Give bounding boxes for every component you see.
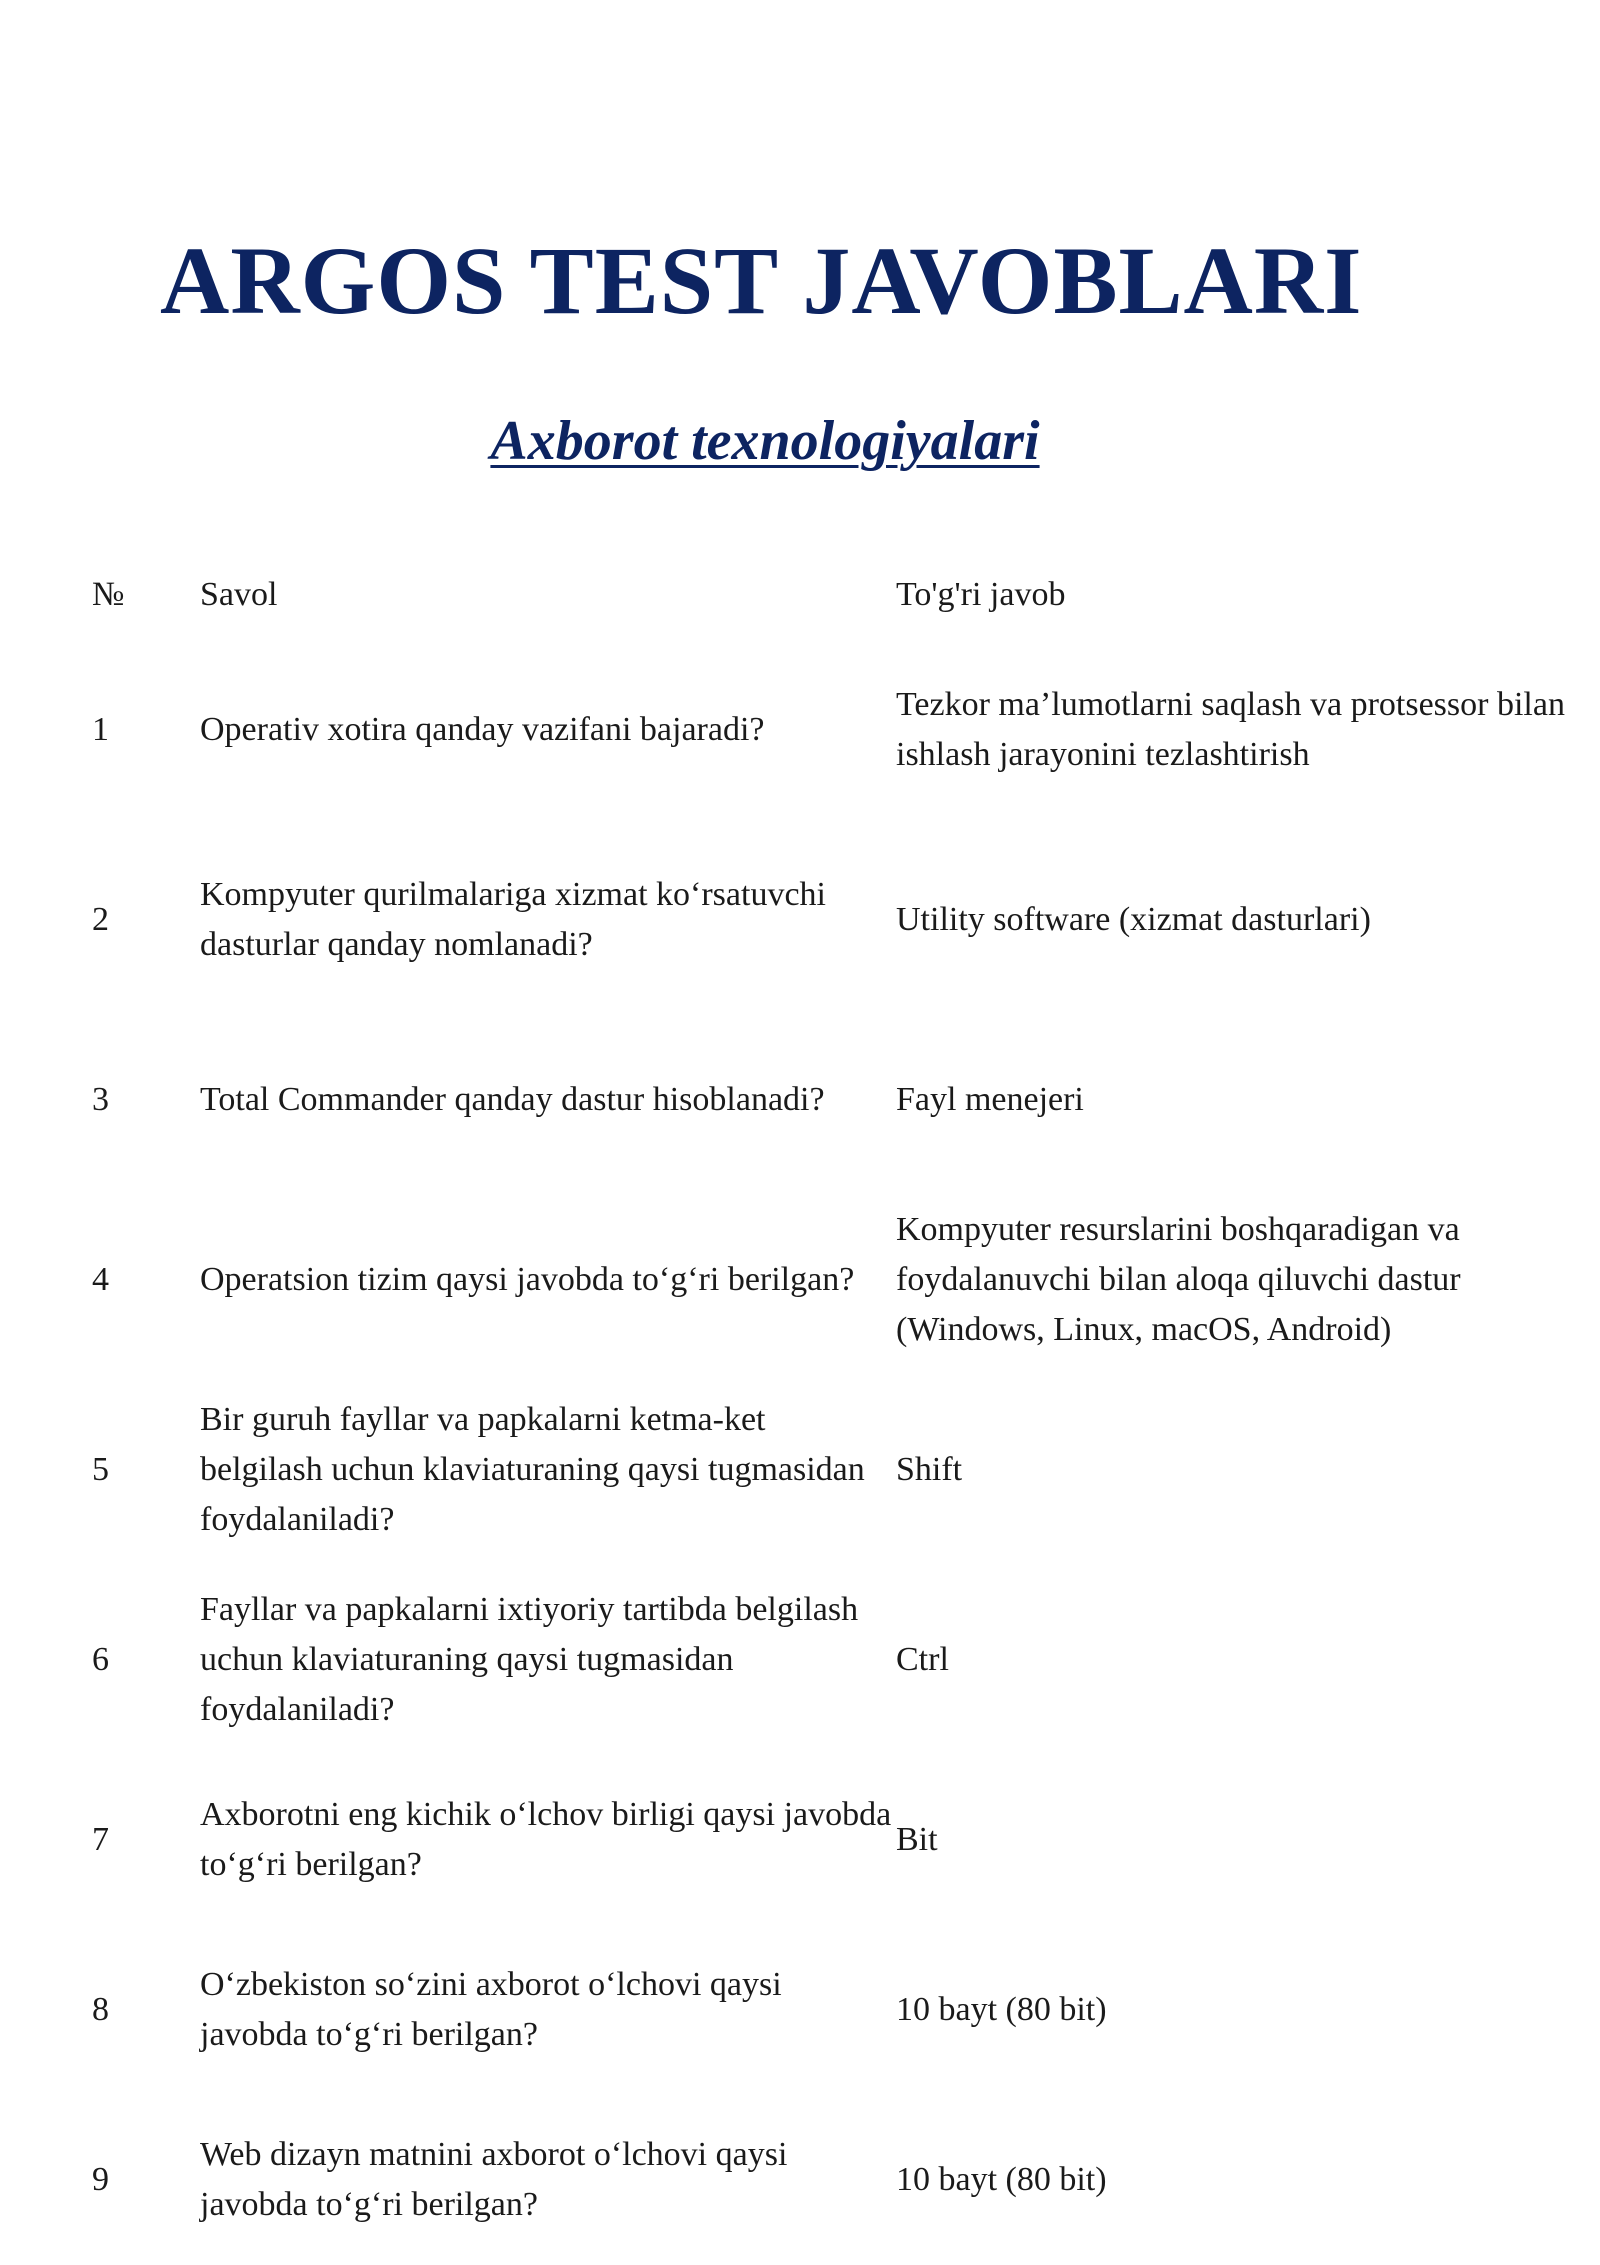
table-header-row [92,555,1576,635]
table-row [92,2095,1576,2265]
row-number: 8 [92,1991,109,2028]
row-number: 7 [92,1821,109,1858]
table-row [92,1375,1576,1565]
row-number: 4 [92,1261,109,1298]
table-row [92,1185,1576,1375]
row-answer: 10 bayt (80 bit) [896,1991,1107,2028]
header-question: Savol [200,576,278,613]
row-question: Bir guruh fayllar va papkalarni ketma-ket belgilash uchun klaviaturaning qaysi tugmasidan foydalaniladi? [200,1401,865,1538]
page-title: ARGOS TEST JAVOBLARI [160,227,1363,334]
table-row [92,635,1576,825]
row-answer: Shift [896,1451,963,1488]
row-question: Total Commander qanday dastur hisoblanadi? [200,1081,825,1118]
answers-table [92,555,1576,2265]
header-number: № [92,576,125,613]
row-question: Operatsion tizim qaysi javobda to‘g‘ri berilgan? [200,1261,855,1298]
row-number: 1 [92,711,109,748]
table-row [92,1755,1576,1925]
row-number: 5 [92,1451,109,1488]
row-answer: Bit [896,1821,938,1858]
row-answer: 10 bayt (80 bit) [896,2161,1107,2198]
header-answer: To'g'ri javob [896,576,1066,613]
row-question: O‘zbekiston so‘zini axborot o‘lchovi qaysi javobda to‘g‘ri berilgan? [200,1966,782,2053]
row-number: 6 [92,1641,109,1678]
table-row [92,1925,1576,2095]
row-answer: Tezkor ma’lumotlarni saqlash va protsessor bilan ishlash jarayonini tezlashtirish [896,686,1565,773]
row-number: 2 [92,901,109,938]
row-question: Axborotni eng kichik o‘lchov birligi qaysi javobda to‘g‘ri berilgan? [200,1796,892,1883]
row-answer: Fayl menejeri [896,1081,1084,1118]
table-body [92,635,1576,2265]
row-answer: Utility software (xizmat dasturlari) [896,901,1371,938]
table-row [92,1565,1576,1755]
table-row [92,825,1576,1015]
row-number: 3 [92,1081,109,1118]
row-question: Operativ xotira qanday vazifani bajaradi? [200,711,765,748]
row-question: Kompyuter qurilmalariga xizmat ko‘rsatuvchi dasturlar qanday nomlanadi? [200,876,826,963]
row-answer: Kompyuter resurslarini boshqaradigan va foydalanuvchi bilan aloqa qiluvchi dastur (Windows, Linux, macOS, Android) [896,1211,1461,1348]
row-number: 9 [92,2161,109,2198]
row-question: Web dizayn matnini axborot o‘lchovi qaysi javobda to‘g‘ri berilgan? [200,2136,788,2223]
page-subtitle: Axborot texnologiyalari [490,410,1040,472]
row-question: Fayllar va papkalarni ixtiyoriy tartibda belgilash uchun klaviaturaning qaysi tugmasidan foydalaniladi? [200,1591,859,1728]
row-answer: Ctrl [896,1641,949,1678]
table-row [92,1015,1576,1185]
